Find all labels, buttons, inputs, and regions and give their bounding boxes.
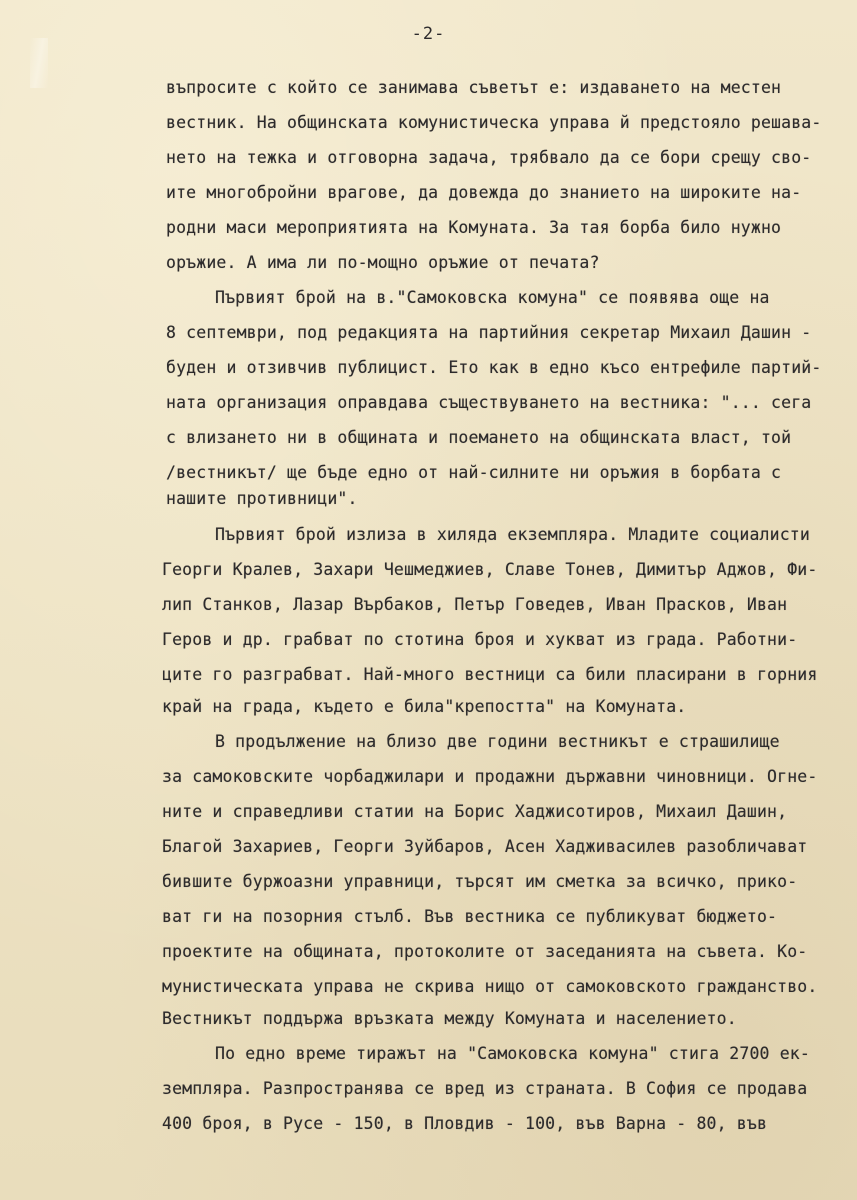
text-line: вестник. На общинската комунистическа управа й предстояло решава- (166, 113, 822, 132)
text-line: ците го разграбват. Най-много вестници са били пласирани в горния (162, 665, 818, 684)
text-line: ните и справедливи статии на Борис Хаджисотиров, Михаил Дашин, (162, 802, 788, 821)
text-line: мунистическата управа не скрива нищо от самоковското гражданство. (162, 977, 818, 996)
text-line: ват ги на позорния стълб. Във вестника се публикуват бюджето- (162, 907, 778, 926)
text-line: с влизането ни в общината и поемането на общинската власт, той (166, 428, 792, 447)
text-line: родни маси мероприятията на Комуната. За тая борба било нужно (166, 218, 782, 237)
text-line: край на града, където е била"крепостта" на Комуната. (162, 697, 687, 716)
page-number: -2- (411, 24, 446, 44)
paragraph-first-line: По едно време тиражът на "Самоковска комуна" стига 2700 ек- (215, 1044, 810, 1063)
text-line: бившите буржоазни управници, търсят им сметка за всичко, прико- (162, 872, 798, 891)
text-line: 8 септември, под редакцията на партийния секретар Михаил Дашин - (166, 323, 812, 342)
text-line: ната организация оправдава съществуването на вестника: "... сега (166, 393, 812, 412)
text-line: Георги Кралев, Захари Чешмеджиев, Славе Тонев, Димитър Аджов, Фи- (162, 560, 818, 579)
text-line: /вестникът/ ще бъде едно от най-силните ни оръжия в борбата с (166, 463, 782, 482)
text-line: земпляра. Разпространява се вред из страната. В София се продава (162, 1079, 808, 1098)
paragraph-first-line: Първият брой излиза в хиляда екземпляра. Младите социалисти (215, 525, 810, 544)
text-line: буден и отзивчив публицист. Ето как в едно късо ентрефиле партий- (166, 358, 822, 377)
text-line: Геров и др. грабват по стотина броя и хукват из града. Работни- (162, 630, 798, 649)
text-line: оръжие. А има ли по-мощно оръжие от печата? (166, 253, 600, 272)
text-line: Благой Захариев, Георги Зуйбаров, Асен Хадживаcилев разобличават (162, 837, 808, 856)
text-line: ите многобройни врагове, да довежда до знанието на широките на- (166, 183, 802, 202)
paragraph-first-line: Първият брой на в."Самоковска комуна" се появява още на (215, 288, 770, 307)
text-line: 400 броя, в Русе - 150, в Пловдив - 100, във Варна - 80, във (162, 1114, 768, 1133)
text-line: проектите на общината, протоколите от заседанията на съвета. Ко- (162, 942, 808, 961)
text-line: нашите противници". (166, 489, 358, 508)
paper-fold-mark (30, 38, 48, 88)
text-line: за самоковските чорбаджилари и продажни държавни чиновници. Огне- (162, 767, 818, 786)
text-line: Вестникът поддържа връзката между Комуната и населението. (162, 1009, 737, 1028)
paragraph-first-line: В продължение на близо две години вестникът е страшилище (215, 732, 780, 751)
text-line: лип Станков, Лазар Върбаков, Петър Говедев, Иван Прасков, Иван (162, 595, 788, 614)
text-line: въпросите с който се занимава съветът е: издаването на местен (166, 78, 782, 97)
text-line: нето на тежка и отговорна задача, трябвало да се бори срещу сво- (166, 148, 812, 167)
